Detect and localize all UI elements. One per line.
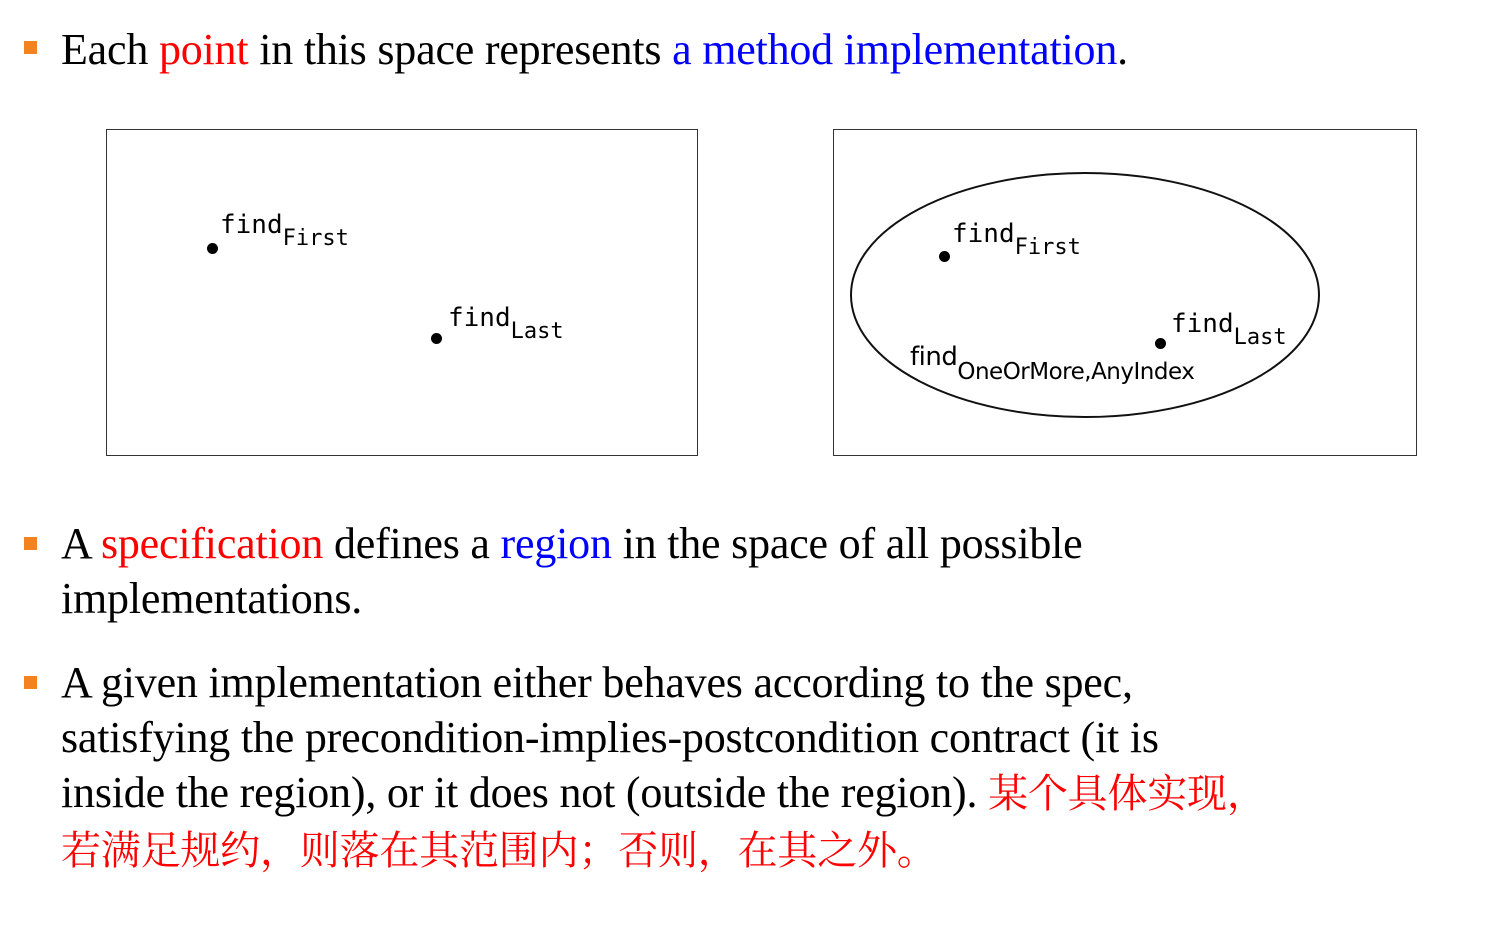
highlight-method-implementation: a method implementation: [672, 25, 1118, 74]
highlight-region: region: [500, 519, 612, 568]
chinese-annotation-1: 某个具体实现，: [988, 771, 1267, 817]
label-find-one-or-more-any-index: findOneOrMore,AnyIndex: [910, 342, 1195, 385]
label-find-first: find$_{First}$: [220, 210, 349, 251]
bullet-text-2: [61, 516, 1083, 626]
bullet-marker-2: [24, 537, 37, 550]
bullet-text-1: [61, 22, 1128, 77]
bullet-3-line-3: inside the region), or it does not (outside the region). 某个具体实现，: [61, 768, 1267, 817]
highlight-point: point: [158, 25, 249, 74]
text-segment: .: [1117, 25, 1128, 74]
bullet-marker-3: [24, 676, 37, 689]
bullet-3-line-1: A given implementation either behaves according to the spec,: [61, 658, 1133, 707]
label-find-last: find$_{Last}$: [448, 303, 564, 344]
point-find-first: [939, 251, 950, 262]
highlight-specification: specification: [100, 519, 324, 568]
point-find-last: [431, 333, 442, 344]
bullet-text-3: [61, 655, 1267, 879]
specification-region-ellipse: [834, 130, 1418, 457]
chinese-annotation-2: 若满足规约，则落在其范围内；否则，在其之外。: [61, 828, 937, 874]
bullet-3-line-2: satisfying the precondition-implies-postcondition contract (it is: [61, 713, 1159, 762]
text-segment: in this space represents: [248, 25, 673, 74]
specification-region-diagram: [833, 129, 1417, 456]
bullet-3-line-4: [61, 822, 1267, 879]
label-find-first: find$_{First}$: [952, 219, 1081, 260]
implementation-space-diagram: [106, 129, 698, 456]
bullet-marker-1: [24, 41, 37, 54]
point-find-first: [207, 243, 218, 254]
label-find-last: find$_{Last}$: [1171, 309, 1287, 350]
bullet-2-line-2: implementations.: [61, 574, 363, 623]
text-segment: Each: [61, 25, 159, 74]
bullet-2-line-1: A specification defines a region in the space of all possible: [61, 519, 1083, 568]
